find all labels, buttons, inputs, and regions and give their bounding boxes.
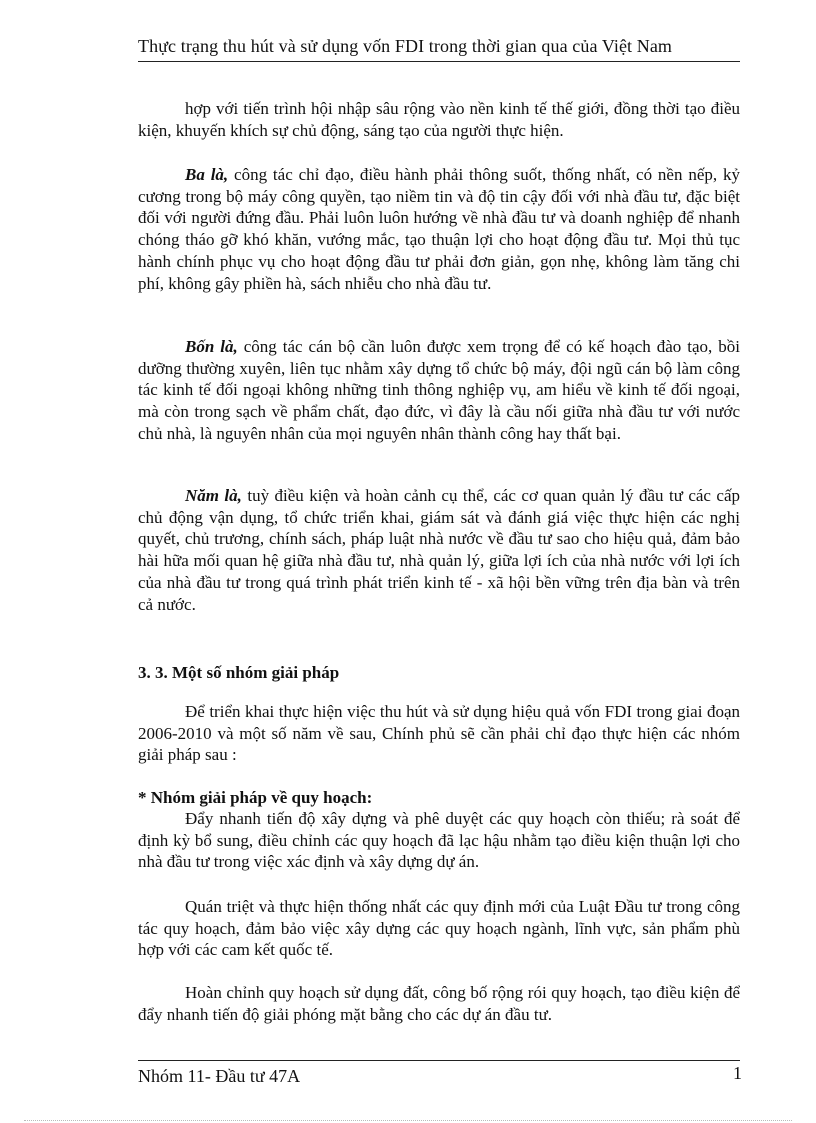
paragraph-text: Đẩy nhanh tiến độ xây dựng và phê duyệt các quy hoạch còn thiếu; rà soát để định kỳ bổ sung, điều chỉnh các quy hoạch đã lạc hậu nhằm tạo điều kiện thuận lợi cho nhà đầu tư trong việc xác định và xây dựng dự án. bbox=[138, 809, 740, 872]
header-rule bbox=[138, 61, 740, 62]
solution-paragraph-3 bbox=[138, 982, 740, 1025]
paragraph-continuation bbox=[138, 98, 740, 141]
sub-heading: * Nhóm giải pháp về quy hoạch: bbox=[138, 788, 373, 807]
footer-group-label: Nhóm 11- Đầu tư 47A bbox=[138, 1066, 301, 1086]
paragraph-text: công tác chỉ đạo, điều hành phải thông suốt, thống nhất, có nền nếp, kỷ cương trong bộ máy công quyền, tạo niềm tin và độ tin cậy đối với nhà đầu tư, đặc biệt đối với người đứng đầu. Phải luôn luôn hướng về nhà đầu tư và doanh nghiệp để nhanh chóng tháo gỡ khó khăn, vướng mắc, tạo thuận lợi cho hoạt động đầu tư. Mọi thủ tục hành chính phục vụ cho hoạt động đầu tư phải đơn giản, gọn nhẹ, không làm tăng chi phí, không gây phiền hà, sách nhiễu cho nhà đầu tư. bbox=[138, 165, 740, 293]
paragraph-nam-la bbox=[138, 485, 740, 615]
paragraph-bon-la bbox=[138, 336, 740, 445]
section-heading: 3. 3. Một số nhóm giải pháp bbox=[138, 663, 340, 682]
paragraph-lead: Bốn là, bbox=[185, 337, 238, 356]
paragraph-lead: Năm là, bbox=[185, 486, 242, 505]
page-header: Thực trạng thu hút và sử dụng vốn FDI trong thời gian qua của Việt Nam bbox=[138, 36, 673, 56]
paragraph-text: công tác cán bộ cần luôn được xem trọng để có kế hoạch đào tạo, bồi dưỡng thường xuyên, liên tục nhằm xây dựng tổ chức bộ máy, đội ngũ cán bộ làm công tác kinh tế đối ngoại không những tinh thông nghiệp vụ, am hiểu về kinh tế đối ngoại, mà còn trong sạch về phẩm chất, đạo đức, vì đây là cầu nối giữa nhà đầu tư với nước chủ nhà, là nguyên nhân của mọi nguyên nhân thành công hay thất bại. bbox=[138, 337, 740, 443]
paragraph-ba-la bbox=[138, 164, 740, 294]
paragraph-text: Để triển khai thực hiện việc thu hút và sử dụng hiệu quả vốn FDI trong giai đoạn 2006-2010 và một số năm về sau, Chính phủ sẽ cần phải chỉ đạo thực hiện các nhóm giải pháp sau : bbox=[138, 702, 740, 765]
page-bottom-border bbox=[24, 1120, 792, 1121]
paragraph-text: tuỳ điều kiện và hoàn cảnh cụ thể, các cơ quan quản lý đầu tư các cấp chủ động vận dụng, tổ chức triển khai, giám sát và đánh giá việc thực hiện các nghị quyết, chủ trương, chính sách, pháp luật nhà nước về đầu tư sao cho hiệu quả, đảm bảo hài hữa mối quan hệ giữa nhà đầu tư, nhà quản lý, giữa lợi ích của nhà nước với lợi ích của nhà đầu tư trong quá trình phát triển kinh tế - xã hội bền vững trên địa bàn và trên cả nước. bbox=[138, 486, 741, 614]
paragraph-text: hợp với tiến trình hội nhập sâu rộng vào nền kinh tế thế giới, đồng thời tạo điều kiện, khuyến khích sự chủ động, sáng tạo của người thực hiện. bbox=[138, 99, 740, 140]
page-number: 1 bbox=[733, 1063, 742, 1083]
paragraph-text: Hoàn chỉnh quy hoạch sử dụng đất, công bố rộng rói quy hoạch, tạo điều kiện để đẩy nhanh tiến độ giải phóng mặt bằng cho các dự án đầu tư. bbox=[138, 983, 740, 1024]
footer-rule bbox=[138, 1060, 740, 1061]
solution-paragraph-2 bbox=[138, 896, 740, 961]
section-intro bbox=[138, 701, 740, 766]
paragraph-lead: Ba là, bbox=[185, 165, 229, 184]
solution-paragraph-1 bbox=[138, 808, 740, 873]
paragraph-text: Quán triệt và thực hiện thống nhất các quy định mới của Luật Đầu tư trong công tác quy hoạch, đảm bảo việc xây dựng các quy hoạch ngành, lĩnh vực, sản phẩm phù hợp với các cam kết quốc tế. bbox=[138, 897, 740, 960]
